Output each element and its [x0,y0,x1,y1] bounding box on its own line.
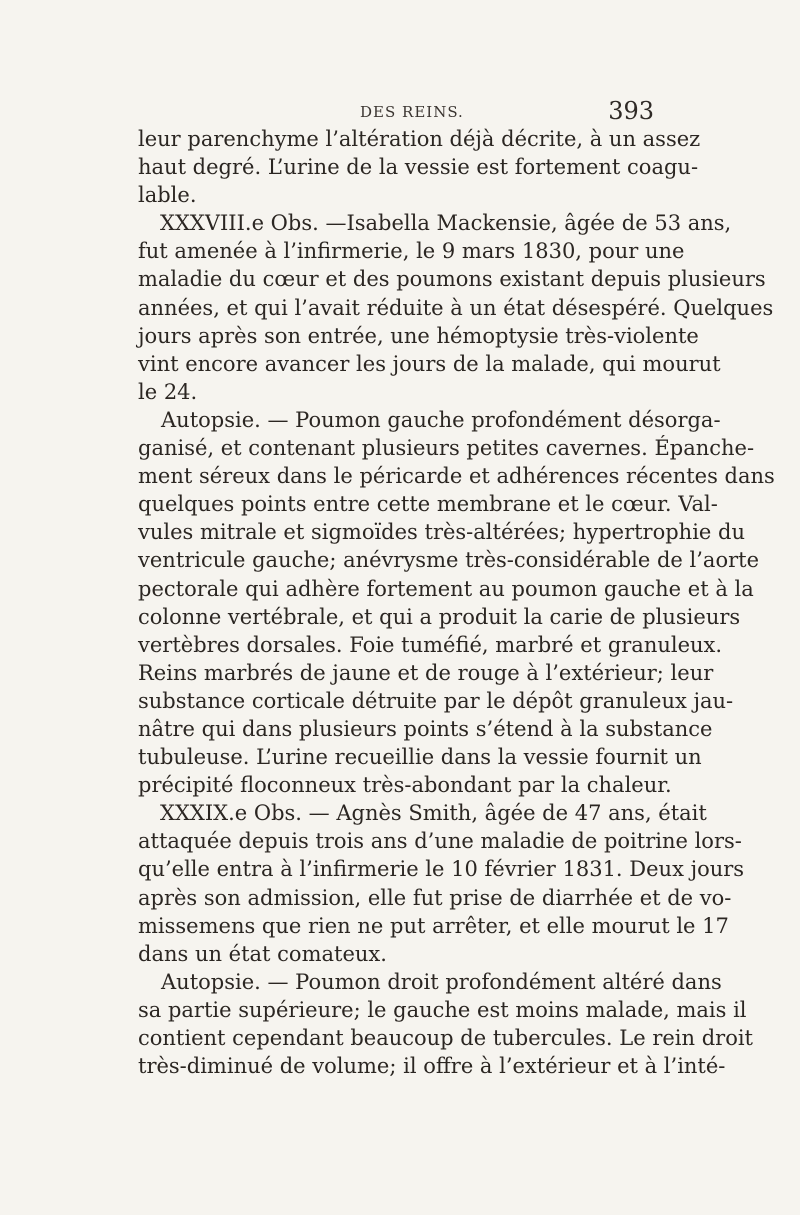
text-line: le 24. [138,379,198,404]
text-line: maladie du cœur et des poumons existant depuis plusieurs [138,267,766,292]
autopsy-heading-line: Autopsie. — Poumon droit profondément altéré dans [161,969,722,994]
text-line: qu’elle entra à l’infirmerie le 10 février 1831. Deux jours [138,857,745,882]
text-line: tubuleuse. L’urine recueillie dans la vessie fournit un [138,745,702,770]
text-line: vertèbres dorsales. Foie tuméfié, marbré et granuleux. [138,632,723,657]
text-line: attaquée depuis trois ans d’une maladie de poitrine lors- [138,829,742,854]
text-line: leur parenchyme l’altération déjà décrite, à un assez [138,127,701,151]
text-line: vint encore avancer les jours de la malade, qui mourut [138,351,721,376]
text-line: fut amenée à l’infirmerie, le 9 mars 1830, pour une [138,239,685,264]
text-line: contient cependant beaucoup de tubercules. Le rein droit [138,1026,753,1050]
text-line: vules mitrale et sigmoïdes très-altérées; hypertrophie du [138,520,745,545]
observation-heading-line: XXXIX.e Obs. — Agnès Smith, âgée de 47 ans, était [160,801,707,826]
text-line: années, et qui l’avait réduite à un état désespéré. Quelques [138,295,774,320]
text-line: haut degré. L’urine de la vessie est fortement coagu- [138,155,699,180]
text-line: ganisé, et contenant plusieurs petites cavernes. Épanche- [138,436,755,461]
observation-heading-line: XXXVIII.e Obs. —Isabella Mackensie, âgée de 53 ans, [160,211,732,236]
text-line: ventricule gauche; anévrysme très-considérable de l’aorte [138,548,759,573]
text-line: Reins marbrés de jaune et de rouge à l’extérieur; leur [138,660,714,685]
text-line: missemens que rien ne put arrêter, et elle mourut le 17 [138,913,729,938]
autopsy-heading-line: Autopsie. — Poumon gauche profondément désorga- [161,407,721,432]
text-line: après son admission, elle fut prise de diarrhée et de vo- [138,885,732,910]
text-line: dans un état comateux. [138,941,387,966]
text-line: lable. [138,183,197,208]
text-line: quelques points entre cette membrane et le cœur. Val- [138,492,718,517]
text-line: sa partie supérieure; le gauche est moins malade, mais il [138,997,747,1022]
text-line: colonne vertébrale, et qui a produit la carie de plusieurs [138,604,741,629]
text-line: précipité floconneux très-abondant par la chaleur. [138,773,672,798]
page-number: 393 [608,97,654,125]
text-line: très-diminué de volume; il offre à l’extérieur et à l’inté- [138,1054,726,1079]
text-line: jours après son entrée, une hémoptysie très-violente [138,323,699,348]
running-title: DES REINS. [360,103,464,121]
body-text [138,125,775,1080]
text-line: substance corticale détruite par le dépôt granuleux jau- [138,688,734,713]
text-line: ment séreux dans le péricarde et adhérences récentes dans [138,464,775,489]
running-head [138,97,656,127]
text-line: nâtre qui dans plusieurs points s’étend à la substance [138,716,713,741]
text-line: pectorale qui adhère fortement au poumon gauche et à la [138,576,754,601]
